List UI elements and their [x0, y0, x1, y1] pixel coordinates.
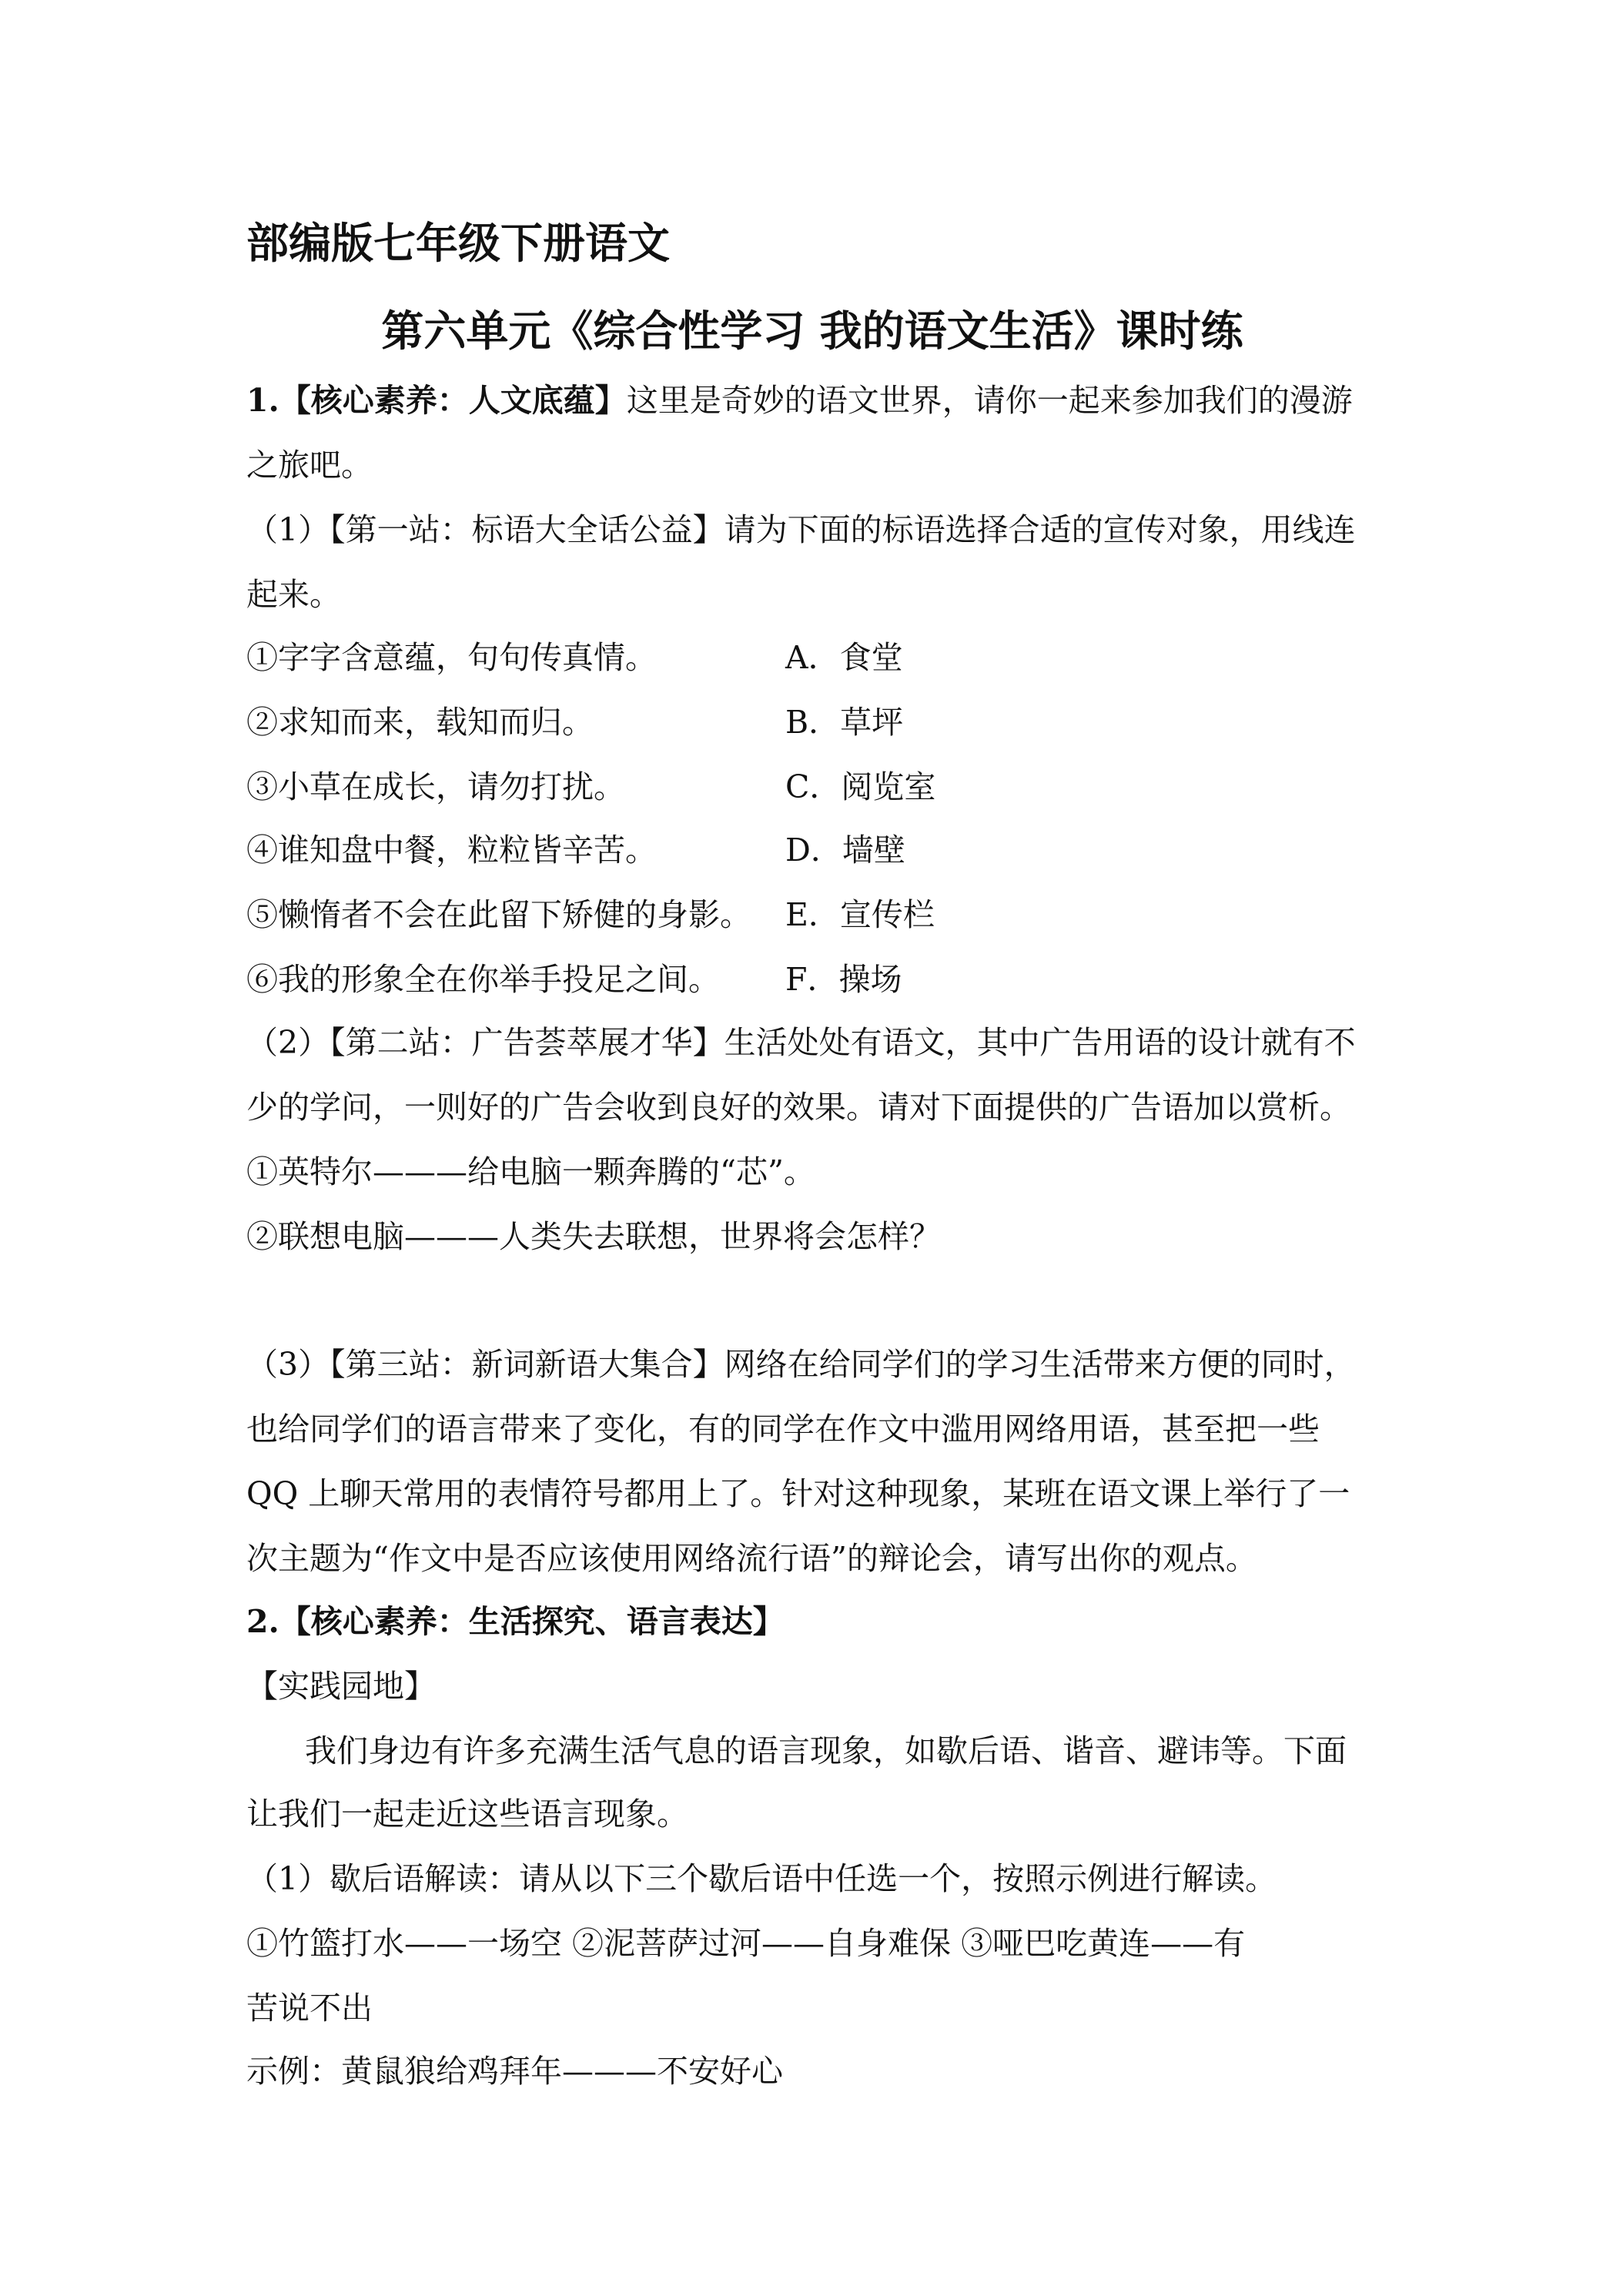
- q1-part3-line1: （3）【第三站：新词新语大集合】网络在给同学们的学习生活带来方便的同时，: [246, 1346, 1356, 1383]
- q1-lead-cont: 之旅吧。: [246, 447, 373, 484]
- target-f: F．操场: [785, 961, 902, 998]
- ad-1: ①英特尔———给电脑一颗奔腾的“芯”。: [246, 1153, 815, 1190]
- target-d: D．墙壁: [785, 832, 905, 869]
- q2-section: 【实践园地】: [246, 1668, 436, 1705]
- slogan-2: ②求知而来，载知而归。: [246, 704, 594, 741]
- q1-part1-line1: （1）【第一站：标语大全话公益】请为下面的标语选择合适的宣传对象，用线连: [246, 511, 1356, 548]
- q1-part1-line2: 起来。: [246, 576, 341, 613]
- slogan-1: ①字字含意蕴，句句传真情。: [246, 639, 657, 676]
- q1-lead-text: 这里是奇妙的语文世界，请你一起来参加我们的漫游: [626, 382, 1353, 419]
- q2-items-line2: 苦说不出: [246, 1990, 373, 2027]
- target-e: E．宣传栏: [785, 896, 935, 933]
- slogan-5: ⑤懒惰者不会在此留下矫健的身影。: [246, 896, 751, 933]
- q1-part2-line2: 少的学问，一则好的广告会收到良好的效果。请对下面提供的广告语加以赏析。: [246, 1089, 1351, 1126]
- target-b: B．草坪: [785, 704, 904, 741]
- ad-2: ②联想电脑———人类失去联想，世界将会怎样？: [246, 1218, 941, 1255]
- q2-example: 示例：黄鼠狼给鸡拜年———不安好心: [246, 2053, 783, 2090]
- slogan-3: ③小草在成长，请勿打扰。: [246, 768, 625, 805]
- slogan-4: ④谁知盘中餐，粒粒皆辛苦。: [246, 832, 657, 869]
- document-title: 部编版七年级下册语文: [246, 218, 671, 268]
- document-subtitle: 第六单元《综合性学习 我的语文生活》课时练: [381, 306, 1243, 356]
- slogan-6: ⑥我的形象全在你举手投足之间。: [246, 961, 720, 998]
- document-page: [246, 0, 1378, 2296]
- q2-intro-line1: 我们身边有许多充满生活气息的语言现象，如歇后语、谐音、避讳等。下面: [305, 1732, 1347, 1769]
- q2-intro-line2: 让我们一起走近这些语言现象。: [246, 1796, 688, 1832]
- target-c: C．阅览室: [785, 768, 936, 805]
- q2-items-line1: ①竹篮打水——一场空 ②泥菩萨过河——自身难保 ③哑巴吃黄连——有: [246, 1925, 1246, 1962]
- target-a: A．食堂: [785, 639, 903, 676]
- q2-part1: （1）歇后语解读：请从以下三个歇后语中任选一个，按照示例进行解读。: [246, 1860, 1277, 1897]
- q2-lead: 2.【核心素养：生活探究、语言表达】: [246, 1603, 785, 1640]
- q1-part3-line2: 也给同学们的语言带来了变化，有的同学在作文中滥用网络用语，甚至把一些: [246, 1411, 1320, 1448]
- q1-part2-line1: （2）【第二站：广告荟萃展才华】生活处处有语文，其中广告用语的设计就有不: [246, 1024, 1356, 1061]
- q1-part3-line4: 次主题为“作文中是否应该使用网络流行语”的辩论会，请写出你的观点。: [246, 1540, 1257, 1577]
- q1-lead-bold: 1.【核心素养：人文底蕴】: [246, 382, 627, 419]
- q1-lead: [246, 379, 1353, 422]
- q1-part3-line3: QQ 上聊天常用的表情符号都用上了。针对这种现象，某班在语文课上举行了一: [246, 1475, 1350, 1512]
